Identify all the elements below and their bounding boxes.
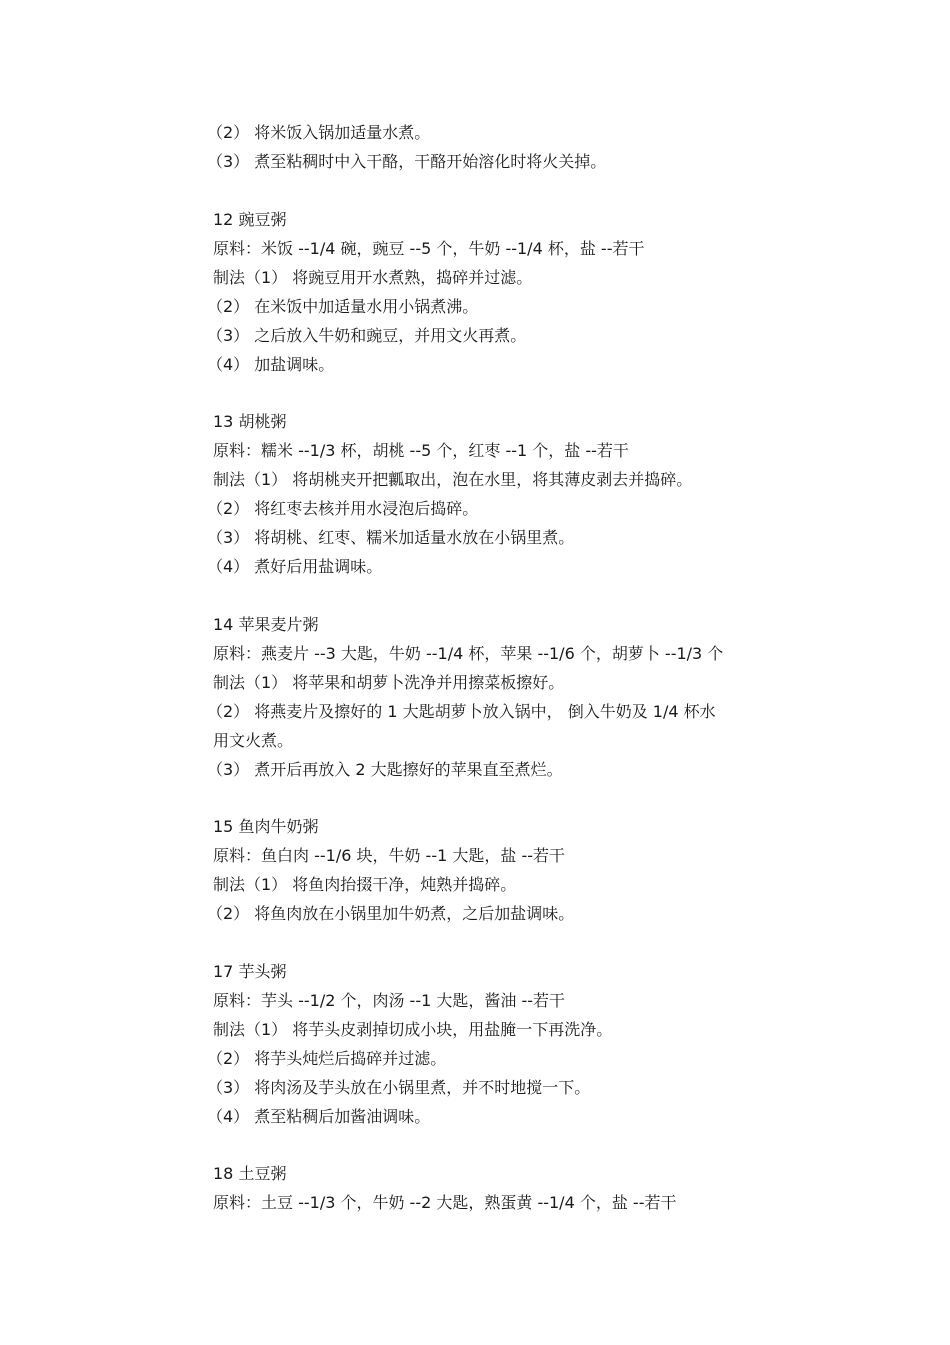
method-line: 制法（1） 将苹果和胡萝卜洗净并用擦菜板擦好。	[213, 672, 565, 692]
document-page	[207, 118, 813, 1217]
method-line: 制法（1） 将胡桃夹开把瓤取出，泡在水里，将其薄皮剥去并捣碎。	[213, 470, 693, 489]
section-gap	[213, 1131, 813, 1160]
step-line-continued: 用文火煮。	[213, 730, 294, 750]
step-line: （2） 将鱼肉放在小锅里加牛奶煮，之后加盐调味。	[207, 904, 575, 923]
method-line: 制法（1） 将豌豆用开水煮熟，捣碎并过滤。	[213, 267, 533, 287]
section-gap	[213, 784, 813, 813]
step-line: （2） 将米饭入锅加适量水煮。	[207, 123, 431, 142]
recipe-title: 12 豌豆粥	[213, 209, 287, 229]
step-line: （3） 煮开后再放入 2 大匙擦好的苹果直至煮烂。	[207, 759, 563, 779]
ingredients-line: 原料：糯米 --1/3 杯，胡桃 --5 个，红枣 --1 个，盐 --若干	[213, 441, 629, 460]
step-line: （4） 煮至粘稠后加酱油调味。	[207, 1106, 431, 1126]
section-gap	[213, 928, 813, 957]
method-line: 制法（1） 将芋头皮剥掉切成小块，用盐腌一下再洗净。	[213, 1019, 613, 1039]
recipe-title: 14 苹果麦片粥	[213, 614, 319, 634]
step-line: （4） 加盐调味。	[207, 354, 335, 374]
step-line: （3） 将肉汤及芋头放在小锅里煮，并不时地搅一下。	[207, 1077, 591, 1097]
recipe-title: 13 胡桃粥	[213, 412, 287, 431]
step-line: （2） 将红枣去核并用水浸泡后捣碎。	[207, 499, 479, 518]
ingredients-line: 原料：燕麦片 --3 大匙，牛奶 --1/4 杯，苹果 --1/6 个，胡萝卜 --1/3 个	[213, 643, 724, 663]
ingredients-line: 原料：米饭 --1/4 碗，豌豆 --5 个，牛奶 --1/4 杯，盐 --若干	[213, 238, 645, 258]
step-line: （2） 将芋头炖烂后捣碎并过滤。	[207, 1048, 447, 1068]
ingredients-line: 原料：芋头 --1/2 个，肉汤 --1 大匙，酱油 --若干	[213, 990, 566, 1010]
step-line: （2） 在米饭中加适量水用小锅煮沸。	[207, 296, 479, 316]
method-line: 制法（1） 将鱼肉抬掇干净，炖熟并捣碎。	[213, 875, 517, 894]
step-line: （3） 将胡桃、红枣、糯米加适量水放在小锅里煮。	[207, 528, 575, 547]
ingredients-line: 原料：鱼白肉 --1/6 块，牛奶 --1 大匙，盐 --若干	[213, 846, 566, 865]
section-gap	[213, 581, 813, 610]
recipe-title: 18 土豆粥	[213, 1164, 287, 1183]
recipe-title: 15 鱼肉牛奶粥	[213, 817, 319, 836]
step-line: （3） 之后放入牛奶和豌豆，并用文火再煮。	[207, 325, 527, 345]
section-gap	[213, 379, 813, 408]
step-line: （3） 煮至粘稠时中入干酪，干酪开始溶化时将火关掉。	[207, 152, 607, 171]
ingredients-line: 原料：土豆 --1/3 个，牛奶 --2 大匙，熟蛋黄 --1/4 个，盐 --若干	[213, 1193, 677, 1212]
section-gap	[213, 176, 813, 205]
step-line: （4） 煮好后用盐调味。	[207, 557, 383, 576]
recipe-title: 17 芋头粥	[213, 961, 287, 981]
step-line: （2） 将燕麦片及擦好的 1 大匙胡萝卜放入锅中， 倒入牛奶及 1/4 杯水	[207, 701, 716, 721]
